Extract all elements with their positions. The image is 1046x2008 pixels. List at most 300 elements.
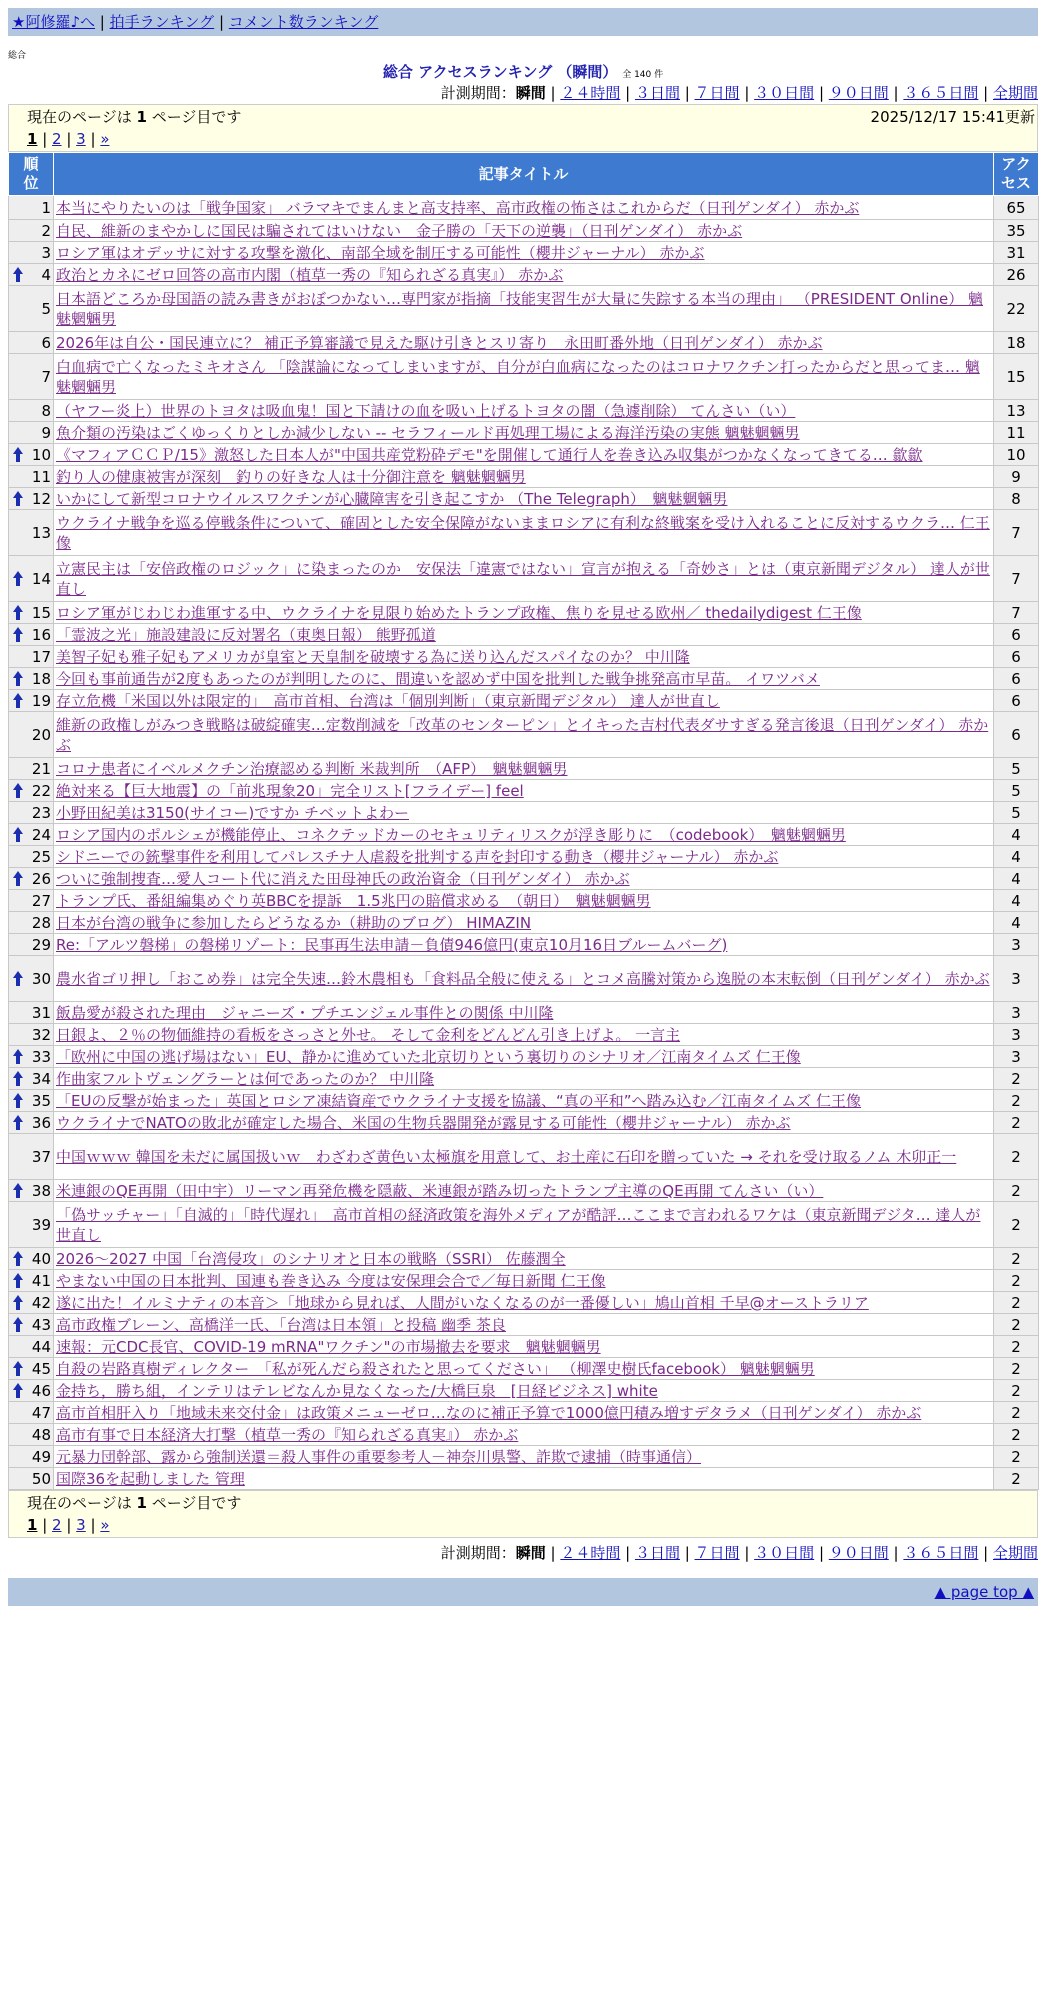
article-link[interactable]: ウクライナでNATOの敗北が確定した場合、米国の生物兵器開発が露見する可能性（櫻井ジャーナル） 赤かぶ	[56, 1113, 791, 1132]
article-link[interactable]: トランプ氏、番組編集めぐり英BBCを提訴 1.5兆円の賠償求める （朝日） 魑魅魍魎男	[56, 891, 651, 910]
rank-cell	[9, 934, 54, 956]
table-row	[9, 488, 1039, 510]
rank-cell	[9, 196, 54, 220]
period-link[interactable]: ３６５日間	[903, 84, 979, 102]
table-row	[9, 1090, 1039, 1112]
title-cell	[54, 488, 994, 510]
title-cell	[54, 934, 994, 956]
access-count: 4	[994, 868, 1039, 890]
article-link[interactable]: 米連銀のQE再開（田中宇）リーマン再発危機を隠蔽、米連銀が踏み切ったトランプ主導のQE再開 てんさい（い）	[56, 1181, 824, 1200]
article-link[interactable]: 金持ち，勝ち組，インテリはテレビなんか見なくなった/大橋巨泉 [日経ビジネス] white	[56, 1381, 658, 1400]
rank-number: 47	[31, 1403, 51, 1422]
rank-up-arrow-icon	[13, 671, 23, 687]
table-row	[9, 332, 1039, 354]
link-comment-ranking[interactable]: コメント数ランキング	[228, 13, 379, 31]
title-cell	[54, 890, 994, 912]
period-label: 計測期間：	[440, 84, 516, 102]
rank-cell	[9, 1068, 54, 1090]
table-row	[9, 1380, 1039, 1402]
rank-number: 26	[31, 869, 51, 888]
access-count: 2	[994, 1180, 1039, 1202]
access-count: 2	[994, 1202, 1039, 1248]
rank-cell	[9, 556, 54, 602]
pagination-next[interactable]: »	[100, 1516, 110, 1534]
page-top-link[interactable]: ▲ page top ▲	[934, 1583, 1034, 1601]
rank-number: 14	[31, 569, 51, 588]
rank-cell	[9, 712, 54, 758]
table-row	[9, 510, 1039, 556]
header-title: 記事タイトル	[54, 153, 994, 196]
access-count: 3	[994, 956, 1039, 1002]
rank-number: 16	[31, 625, 51, 644]
access-count: 35	[994, 220, 1039, 242]
title-cell	[54, 444, 994, 466]
page-heading	[8, 62, 1038, 82]
table-row	[9, 758, 1039, 780]
article-link[interactable]: 遂に出た！イルミナティの本音＞「地球から見れば、人間がいなくなるのが一番優しい」鳩山首相 千早@オーストラリア	[56, 1293, 869, 1312]
page-number: 1	[136, 108, 147, 126]
title-cell	[54, 1180, 994, 1202]
rank-up-arrow-icon	[13, 871, 23, 887]
article-link[interactable]: 「欧州に中国の逃げ場はない」EU、静かに進めていた北京切りという裏切りのシナリオ／江南タイムズ 仁王像	[56, 1047, 801, 1066]
table-row	[9, 1424, 1039, 1446]
rank-cell	[9, 1046, 54, 1068]
title-cell	[54, 242, 994, 264]
title-cell	[54, 354, 994, 400]
table-row	[9, 1402, 1039, 1424]
rank-number: 6	[41, 333, 51, 352]
rank-cell	[9, 1468, 54, 1490]
rank-cell	[9, 354, 54, 400]
article-link[interactable]: 本当にやりたいのは「戦争国家」 バラマキでまんまと高支持率、高市政権の怖さはこれからだ（日刊ゲンダイ） 赤かぶ	[56, 198, 860, 217]
rank-number: 15	[31, 603, 51, 622]
rank-up-arrow-icon	[13, 1383, 23, 1399]
rank-cell	[9, 286, 54, 332]
rank-cell	[9, 1024, 54, 1046]
table-row	[9, 1202, 1039, 1248]
period-link[interactable]: ２４時間	[560, 1544, 621, 1562]
access-count: 26	[994, 264, 1039, 286]
ranking-table	[8, 152, 1039, 1490]
access-count: 7	[994, 556, 1039, 602]
access-count: 6	[994, 712, 1039, 758]
rank-cell	[9, 264, 54, 286]
table-row	[9, 668, 1039, 690]
title-cell	[54, 780, 994, 802]
rank-cell	[9, 824, 54, 846]
rank-up-arrow-icon	[13, 693, 23, 709]
rank-number: 17	[31, 647, 51, 666]
article-link[interactable]: 日本が台湾の戦争に参加したらどうなるか（耕助のブログ） HIMAZIN	[56, 913, 532, 932]
rank-number: 20	[31, 725, 51, 744]
access-count: 3	[994, 1002, 1039, 1024]
rank-cell	[9, 1180, 54, 1202]
article-link[interactable]: 農水省ゴリ押し「おこめ券」は完全失速…鈴木農相も「食料品全般に使える」とコメ高騰対策から逸脱の本末転倒（日刊ゲンダイ） 赤かぶ	[56, 969, 990, 988]
rank-number: 12	[31, 489, 51, 508]
rank-number: 39	[31, 1215, 51, 1234]
title-cell	[54, 1468, 994, 1490]
title-cell	[54, 1112, 994, 1134]
rank-up-arrow-icon	[13, 827, 23, 843]
period-link[interactable]: 全期間	[992, 1544, 1038, 1562]
title-cell	[54, 196, 994, 220]
article-link[interactable]: 日本語どころか母国語の読み書きがおぼつかない…専門家が指摘「技能実習生が大量に失踪する本当の理由」 （PRESIDENT Online） 魑魅魍魎男	[56, 289, 983, 328]
rank-number: 22	[31, 781, 51, 800]
table-row	[9, 1180, 1039, 1202]
top-nav-bar: ★阿修羅♪へ | 拍手ランキング | コメント数ランキング	[8, 8, 1038, 36]
rank-number: 35	[31, 1091, 51, 1110]
title-cell	[54, 286, 994, 332]
title-cell	[54, 802, 994, 824]
article-link[interactable]: 日銀よ、２％の物価維持の看板をさっさと外せ。 そして金利をどんどん引き上げよ。 一言主	[56, 1025, 681, 1044]
table-row	[9, 1046, 1039, 1068]
pagination-link[interactable]: 3	[76, 130, 86, 148]
access-count: 4	[994, 890, 1039, 912]
article-link[interactable]: 「EUの反撃が始まった」英国とロシア凍結資産でウクライナ支援を協議、“真の平和”へ踏み込む／江南タイムズ 仁王像	[56, 1091, 862, 1110]
table-row	[9, 242, 1039, 264]
rank-cell	[9, 242, 54, 264]
article-link[interactable]: 飯島愛が殺された理由＿ジャニーズ・プチエンジェル事件との関係 中川隆	[56, 1003, 554, 1022]
rank-number: 30	[31, 969, 51, 988]
access-count: 13	[994, 400, 1039, 422]
table-row	[9, 220, 1039, 242]
article-link[interactable]: 2026年は自公・国民連立に？ 補正予算審議で見えた駆け引きとスリ寄り 永田町番外地（日刊ゲンダイ） 赤かぶ	[56, 333, 823, 352]
rank-number: 3	[41, 243, 51, 262]
updated-time: 2025/12/17 15:41更新	[870, 108, 1035, 126]
period-link[interactable]: ３０日間	[754, 84, 815, 102]
rank-number: 33	[31, 1047, 51, 1066]
rank-cell	[9, 220, 54, 242]
title-cell	[54, 1134, 994, 1180]
article-link[interactable]: 釣り人の健康被害が深刻 釣りの好きな人は十分御注意を 魑魅魍魎男	[56, 467, 526, 486]
rank-number: 29	[31, 935, 51, 954]
article-link[interactable]: 美智子妃も雅子妃もアメリカが皇室と天皇制を破壊する為に送り込んだスパイなのか？ 中川隆	[56, 647, 690, 666]
title-cell	[54, 400, 994, 422]
rank-cell	[9, 1090, 54, 1112]
table-row	[9, 846, 1039, 868]
rank-cell	[9, 1270, 54, 1292]
period-selector-top: 計測期間：瞬間 | ２４時間 | ３日間 | ７日間 | ３０日間 | ９０日間 | ３６５日間 | 全期間	[440, 84, 1038, 102]
article-link[interactable]: 自民、維新のまやかしに国民は騙されてはいけない 金子勝の「天下の逆襲」（日刊ゲンダイ） 赤かぶ	[56, 221, 743, 240]
table-row	[9, 1446, 1039, 1468]
period-link[interactable]: ３日間	[634, 84, 680, 102]
table-row	[9, 556, 1039, 602]
category-label: 総合	[8, 51, 27, 61]
access-count: 2	[994, 1134, 1039, 1180]
access-count: 3	[994, 1024, 1039, 1046]
rank-number: 25	[31, 847, 51, 866]
rank-cell	[9, 1336, 54, 1358]
table-row	[9, 824, 1039, 846]
access-count: 4	[994, 912, 1039, 934]
article-link[interactable]: いかにして新型コロナウイルスワクチンが心臓障害を引き起こすか （The Telegraph） 魑魅魍魎男	[56, 489, 728, 508]
page-text-post: ページ目です	[146, 1494, 242, 1512]
rank-number: 34	[31, 1069, 51, 1088]
access-count: 15	[994, 354, 1039, 400]
table-row	[9, 1068, 1039, 1090]
rank-cell	[9, 422, 54, 444]
article-link[interactable]: 絶対来る【巨大地震】の「前兆現象20」完全リスト[フライデー] feel	[56, 781, 524, 800]
title-cell	[54, 668, 994, 690]
table-row	[9, 1314, 1039, 1336]
article-link[interactable]: 中国ｗｗｗ 韓国を未だに属国扱いｗ わざわざ黄色い太極旗を用意して、お土産に石印を贈っていた → それを受け取るノム 木卯正一	[56, 1147, 957, 1166]
access-count: 4	[994, 846, 1039, 868]
rank-number: 23	[31, 803, 51, 822]
table-row	[9, 712, 1039, 758]
table-row	[9, 890, 1039, 912]
rank-cell	[9, 466, 54, 488]
rank-cell	[9, 1402, 54, 1424]
access-count: 22	[994, 286, 1039, 332]
article-link[interactable]: （ヤフー炎上）世界のトヨタは吸血鬼！国と下請けの血を吸い上げるトヨタの闇（急遽削除） てんさい（い）	[56, 401, 796, 420]
access-count: 5	[994, 780, 1039, 802]
table-row	[9, 196, 1039, 220]
title-cell	[54, 602, 994, 624]
period-link[interactable]: ３日間	[634, 1544, 680, 1562]
rank-number: 10	[31, 445, 51, 464]
access-count: 3	[994, 934, 1039, 956]
article-link[interactable]: 高市有事で日本経済大打撃（植草一秀の『知られざる真実』） 赤かぶ	[56, 1425, 519, 1444]
access-count: 5	[994, 802, 1039, 824]
page-text-pre: 現在のページは	[27, 108, 137, 126]
article-link[interactable]: Re:「アルツ磐梯」の磐梯リゾート：民事再生法申請－負債946億円(東京10月16日ブルームバーグ)	[56, 935, 728, 954]
rank-number: 7	[41, 367, 51, 386]
rank-up-arrow-icon	[13, 267, 23, 283]
page-info-top	[8, 104, 1038, 152]
rank-cell	[9, 1248, 54, 1270]
access-count: 7	[994, 510, 1039, 556]
rank-up-arrow-icon	[13, 1183, 23, 1199]
title-cell	[54, 220, 994, 242]
title-cell	[54, 510, 994, 556]
title-cell	[54, 1424, 994, 1446]
rank-cell	[9, 510, 54, 556]
article-link[interactable]: 高市政権ブレーン、高橋洋一氏、「台湾は日本領」と投稿 幽季 茶良	[56, 1315, 506, 1334]
page-text-pre: 現在のページは	[27, 1494, 137, 1512]
access-count: 2	[994, 1468, 1039, 1490]
article-link[interactable]: 作曲家フルトヴェングラーとは何であったのか？ 中川隆	[56, 1069, 435, 1088]
article-link[interactable]: 存立危機「米国以外は限定的」 高市首相、台湾は「個別判断」（東京新聞デジタル） 達人が世直し	[56, 691, 720, 710]
title-cell	[54, 1024, 994, 1046]
article-link[interactable]: 白血病で亡くなったミキオさん 「陰謀論になってしまいますが、自分が白血病になったのはコロナワクチン打ったからだと思ってま… 魑魅魍魎男	[56, 357, 980, 396]
title-cell	[54, 264, 994, 286]
table-row	[9, 1134, 1039, 1180]
article-link[interactable]: 国際36を起動しました 管理	[56, 1469, 245, 1488]
access-count: 2	[994, 1068, 1039, 1090]
rank-cell	[9, 912, 54, 934]
article-link[interactable]: 維新の政権しがみつき戦略は破綻確実…定数削減を「改革のセンターピン」とイキった吉村代表ダサすぎる発言後退（日刊ゲンダイ） 赤かぶ	[56, 715, 989, 754]
table-row	[9, 624, 1039, 646]
title-cell	[54, 956, 994, 1002]
rank-up-arrow-icon	[13, 627, 23, 643]
access-count: 6	[994, 624, 1039, 646]
rank-cell	[9, 780, 54, 802]
rank-number: 32	[31, 1025, 51, 1044]
rank-number: 9	[41, 423, 51, 442]
period-link[interactable]: ７日間	[694, 1544, 740, 1562]
access-count: 2	[994, 1424, 1039, 1446]
article-link[interactable]: ロシア軍はオデッサに対する攻撃を激化、南部全域を制圧する可能性（櫻井ジャーナル） 赤かぶ	[56, 243, 705, 262]
rank-number: 31	[31, 1003, 51, 1022]
access-count: 2	[994, 1336, 1039, 1358]
table-row	[9, 354, 1039, 400]
article-link[interactable]: コロナ患者にイベルメクチン治療認める判断 米裁判所 （AFP） 魑魅魍魎男	[56, 759, 568, 778]
rank-up-arrow-icon	[13, 571, 23, 587]
article-link[interactable]: 政治とカネにゼロ回答の高市内閣（植草一秀の『知られざる真実』） 赤かぶ	[56, 265, 564, 284]
title-cell	[54, 1046, 994, 1068]
title-cell	[54, 1380, 994, 1402]
rank-number: 28	[31, 913, 51, 932]
rank-number: 8	[41, 401, 51, 420]
access-count: 6	[994, 690, 1039, 712]
rank-up-arrow-icon	[13, 1295, 23, 1311]
table-row	[9, 1002, 1039, 1024]
rank-cell	[9, 668, 54, 690]
rank-up-arrow-icon	[13, 783, 23, 799]
rank-cell	[9, 868, 54, 890]
title-cell	[54, 1358, 994, 1380]
table-row	[9, 1112, 1039, 1134]
article-link[interactable]: ついに強制捜査…愛人コート代に消えた田母神氏の政治資金（日刊ゲンダイ） 赤かぶ	[56, 869, 630, 888]
period-link[interactable]: 全期間	[992, 84, 1038, 102]
title-cell	[54, 1270, 994, 1292]
pagination-link[interactable]: 3	[76, 1516, 86, 1534]
table-row	[9, 1024, 1039, 1046]
article-link[interactable]: ロシア軍がじわじわ進軍する中、ウクライナを見限り始めたトランプ政権、焦りを見せる欧州／ thedailydigest 仁王像	[56, 603, 862, 622]
article-link[interactable]: 速報：元CDC長官、COVID-19 mRNA"ワクチン"の市場撤去を要求 魑魅魍魎男	[56, 1337, 601, 1356]
title-cell	[54, 1202, 994, 1248]
rank-number: 1	[41, 198, 51, 217]
article-link[interactable]: 「偽サッチャー」「自滅的」「時代遅れ」 高市首相の経済政策を海外メディアが酷評…ここまで言われるワケは（東京新聞デジタ… 達人が世直し	[56, 1205, 981, 1244]
access-count: 6	[994, 646, 1039, 668]
title-cell	[54, 1248, 994, 1270]
title-cell	[54, 332, 994, 354]
pagination-link[interactable]: 2	[52, 130, 62, 148]
link-applause-ranking[interactable]: 拍手ランキング	[109, 13, 215, 31]
access-count: 6	[994, 668, 1039, 690]
title-cell	[54, 556, 994, 602]
rank-up-arrow-icon	[13, 1049, 23, 1065]
rank-number: 46	[31, 1381, 51, 1400]
access-count: 31	[994, 242, 1039, 264]
rank-number: 49	[31, 1447, 51, 1466]
article-link[interactable]: 今回も事前通告が2度もあったのが判明したのに、間違いを認めず中国を批判した戦争挑発高市早苗。 イワツバメ	[56, 669, 820, 688]
table-row	[9, 264, 1039, 286]
table-row	[9, 912, 1039, 934]
article-link[interactable]: ウクライナ戦争を巡る停戦条件について、確固とした安全保障がないままロシアに有利な終戦案を受け入れることに反対するウクラ… 仁王像	[56, 513, 990, 552]
rank-cell	[9, 690, 54, 712]
rank-cell	[9, 400, 54, 422]
rank-up-arrow-icon	[13, 1361, 23, 1377]
period-link[interactable]: ９０日間	[828, 1544, 889, 1562]
access-count: 11	[994, 422, 1039, 444]
table-row	[9, 444, 1039, 466]
title-cell	[54, 868, 994, 890]
table-row	[9, 1292, 1039, 1314]
period-link[interactable]: ７日間	[694, 84, 740, 102]
access-count: 2	[994, 1090, 1039, 1112]
period-link[interactable]: ３６５日間	[903, 1544, 979, 1562]
table-row	[9, 780, 1039, 802]
table-row	[9, 1248, 1039, 1270]
rank-cell	[9, 602, 54, 624]
table-row	[9, 1336, 1039, 1358]
article-link[interactable]: 「霊波之光」施設建設に反対署名（東奥日報） 熊野孤道	[56, 625, 436, 644]
period-link[interactable]: ２４時間	[560, 84, 621, 102]
link-ashura-home[interactable]: ★阿修羅♪へ	[12, 13, 96, 31]
title-cell	[54, 422, 994, 444]
rank-cell	[9, 1002, 54, 1024]
rank-up-arrow-icon	[13, 491, 23, 507]
rank-number: 36	[31, 1113, 51, 1132]
article-link[interactable]: 2026～2027 中国「台湾侵攻」のシナリオと日本の戦略（SSRI） 佐藤潤全	[56, 1249, 566, 1268]
rank-number: 27	[31, 891, 51, 910]
access-count: 5	[994, 758, 1039, 780]
table-row	[9, 422, 1039, 444]
rank-number: 19	[31, 691, 51, 710]
article-link[interactable]: 元暴力団幹部、露から強制送還＝殺人事件の重要参考人－神奈川県警、詐欺で逮捕（時事通信）	[56, 1447, 702, 1466]
access-count: 2	[994, 1358, 1039, 1380]
title-cell	[54, 1336, 994, 1358]
pagination: 1 | 2 | 3 | »	[27, 130, 110, 148]
rank-number: 40	[31, 1249, 51, 1268]
rank-cell	[9, 646, 54, 668]
rank-up-arrow-icon	[13, 1093, 23, 1109]
article-link[interactable]: 立憲民主は「安倍政権のロジック」に染まったのか 安保法「違憲ではない」宣言が抱える「奇妙さ」とは（東京新聞デジタル） 達人が世直し	[56, 559, 990, 598]
page-number: 1	[136, 1494, 147, 1512]
article-link[interactable]: 小野田紀美は3150(サイコー)ですか チベットよわー	[56, 803, 409, 822]
rank-up-arrow-icon	[13, 605, 23, 621]
access-count: 2	[994, 1380, 1039, 1402]
rank-number: 24	[31, 825, 51, 844]
header-rank: 順位	[9, 153, 54, 196]
rank-up-arrow-icon	[13, 1273, 23, 1289]
article-link[interactable]: ロシア国内のポルシェが機能停止、コネクテッドカーのセキュリティリスクが浮き彫りに （codebook） 魑魅魍魎男	[56, 825, 846, 844]
article-link[interactable]: 魚介類の汚染はごくゆっくりとしか減少しない -- セラフィールド再処理工場による海洋汚染の実態 魑魅魍魎男	[56, 423, 800, 442]
pagination-next[interactable]: »	[100, 130, 110, 148]
article-link[interactable]: 自殺の岩路真樹ディレクター 「私が死んだら殺されたと思ってください」 （柳澤史樹氏facebook） 魑魅魍魎男	[56, 1359, 815, 1378]
table-row	[9, 956, 1039, 1002]
access-count: 9	[994, 466, 1039, 488]
rank-cell	[9, 624, 54, 646]
article-link[interactable]: シドニーでの銃撃事件を利用してパレスチナ人虐殺を批判する声を封印する動き（櫻井ジャーナル） 赤かぶ	[56, 847, 779, 866]
article-link[interactable]: 《マフィアＣＣＰ/15》激怒した日本人が"中国共産党粉砕デモ"を開催して通行人を巻き込み収集がつかなくなってきてる… 歙歙	[56, 445, 923, 464]
article-link[interactable]: 高市首相肝入り「地域未来交付金」は政策メニューゼロ…なのに補正予算で1000億円積み増すデタラメ（日刊ゲンダイ） 赤かぶ	[56, 1403, 922, 1422]
rank-number: 44	[31, 1337, 51, 1356]
title-cell	[54, 758, 994, 780]
access-count: 2	[994, 1402, 1039, 1424]
access-count: 2	[994, 1248, 1039, 1270]
title-cell	[54, 712, 994, 758]
pagination-link[interactable]: 2	[52, 1516, 62, 1534]
period-link[interactable]: ９０日間	[828, 84, 889, 102]
rank-number: 48	[31, 1425, 51, 1444]
pagination: 1 | 2 | 3 | »	[27, 1516, 110, 1534]
rank-number: 38	[31, 1181, 51, 1200]
article-link[interactable]: やまない中国の日本批判、国連も巻き込み 今度は安保理会合で／毎日新聞 仁王像	[56, 1271, 606, 1290]
rank-cell	[9, 956, 54, 1002]
period-current: 瞬間	[515, 84, 546, 102]
table-row	[9, 802, 1039, 824]
rank-cell	[9, 1202, 54, 1248]
rank-number: 5	[41, 299, 51, 318]
period-link[interactable]: ３０日間	[754, 1544, 815, 1562]
title-cell	[54, 1090, 994, 1112]
table-row	[9, 400, 1039, 422]
title-cell	[54, 1402, 994, 1424]
rank-number: 2	[41, 221, 51, 240]
rank-cell	[9, 1134, 54, 1180]
